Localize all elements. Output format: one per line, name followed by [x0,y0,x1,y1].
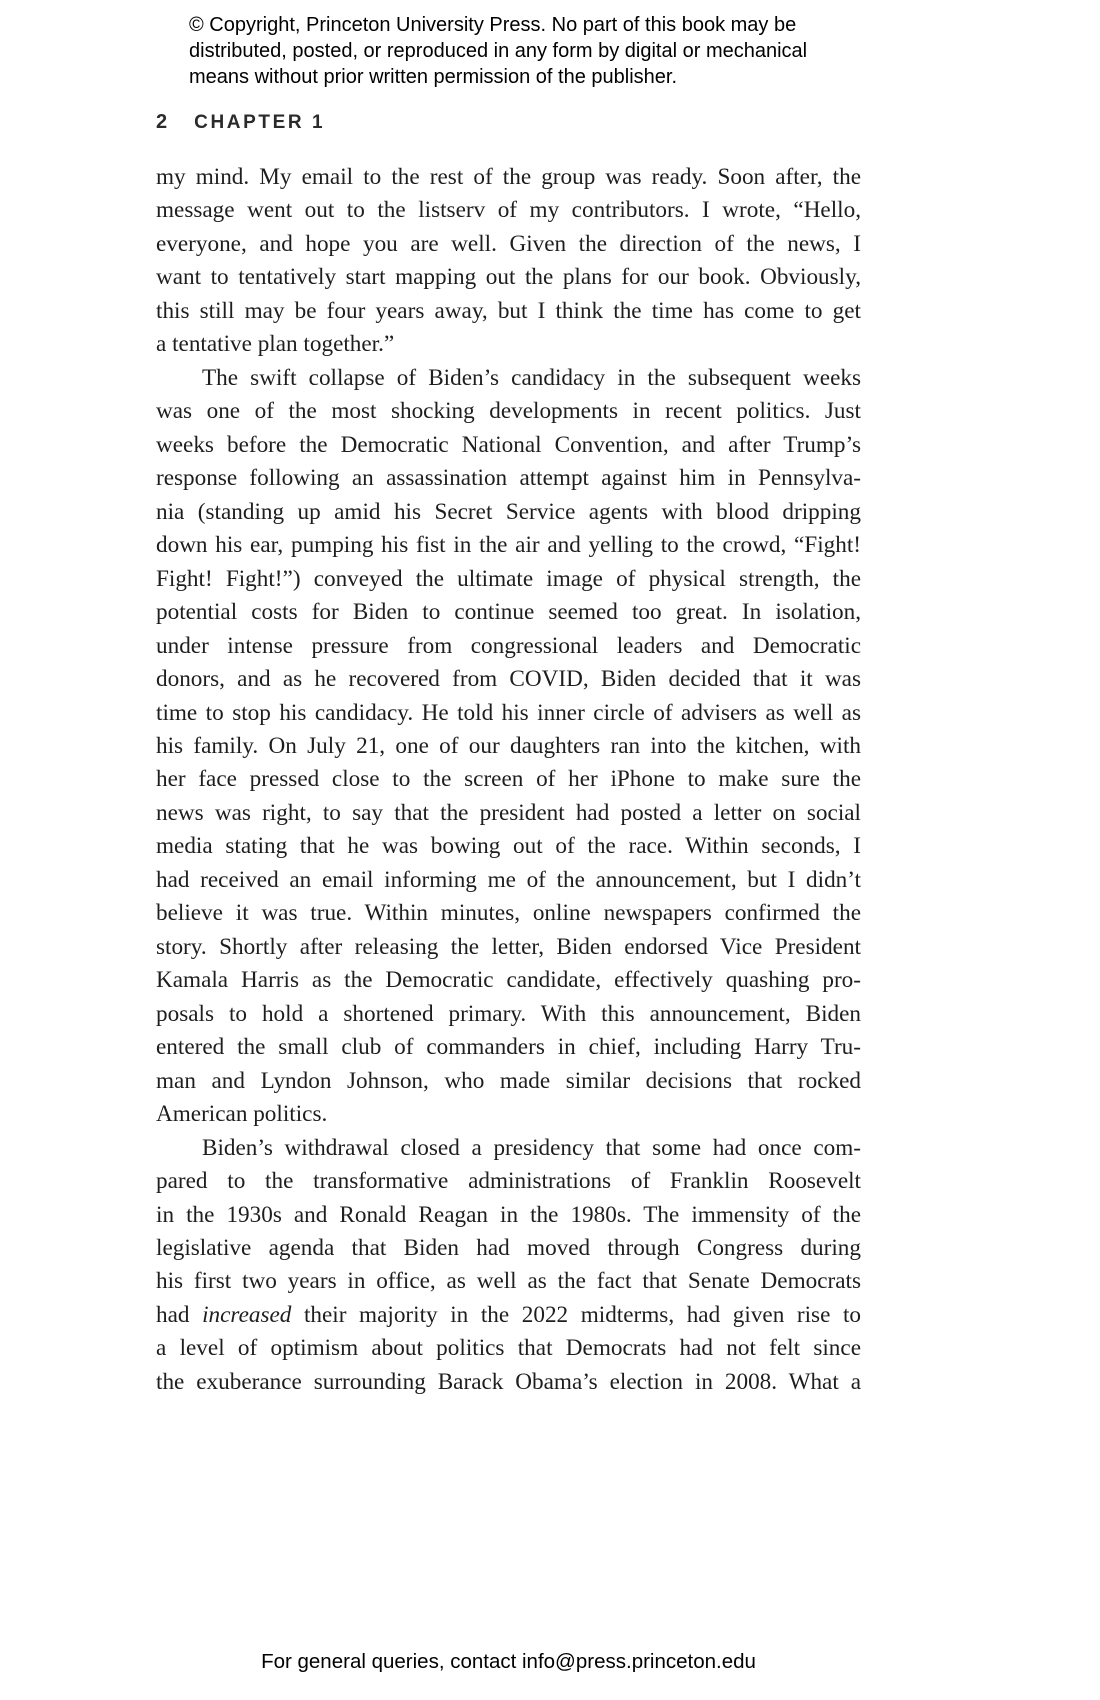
paragraph [156,362,861,1132]
text-line: response following an assassination attempt against him in Pennsylva- [156,465,861,492]
running-header [156,111,325,134]
text-line: pared to the transformative administrations of Franklin Roosevelt [156,1168,861,1195]
text-line: potential costs for Biden to continue seemed too great. In isolation, [156,599,861,626]
text-line: down his ear, pumping his fist in the air and yelling to the crowd, “Fight! [156,532,861,559]
text-line: in the 1930s and Ronald Reagan in the 1980s. The immensity of the [156,1201,861,1228]
text-line: everyone, and hope you are well. Given the direction of the news, I [156,230,861,257]
text-line: his first two years in office, as well as the fact that Senate Democrats [156,1268,861,1295]
page-number: 2 [156,111,168,133]
text-line: weeks before the Democratic National Convention, and after Trump’s [156,431,861,458]
text-line: entered the small club of commanders in chief, including Harry Tru- [156,1034,861,1061]
text-line: his family. On July 21, one of our daughters ran into the kitchen, with [156,732,861,759]
text-line: Kamala Harris as the Democratic candidate, effectively quashing pro- [156,967,861,994]
chapter-label: CHAPTER 1 [194,112,326,133]
text-line: message went out to the listserv of my contributors. I wrote, “Hello, [156,197,861,224]
text-line: had received an email informing me of the announcement, but I didn’t [156,866,861,893]
text-line: posals to hold a shortened primary. With this announcement, Biden [156,1000,861,1027]
text-line: Fight! Fight!”) conveyed the ultimate image of physical strength, the [156,565,861,592]
text-line: media stating that he was bowing out of the race. Within seconds, I [156,833,861,860]
text-line: story. Shortly after releasing the letter, Biden endorsed Vice President [156,933,861,960]
text-line: my mind. My email to the rest of the group was ready. Soon after, the [156,164,861,190]
text-line: was one of the most shocking developments in recent politics. Just [156,398,861,425]
copyright-notice [189,12,807,90]
copyright-line: distributed, posted, or reproduced in any form by digital or mechanical [189,40,808,62]
text-line: the exuberance surrounding Barack Obama’s election in 2008. What a [156,1368,861,1395]
body-text [156,161,861,1399]
text-line: The swift collapse of Biden’s candidacy in the subsequent weeks [202,364,861,391]
text-line: a tentative plan together.” [156,331,395,358]
text-line: time to stop his candidacy. He told his inner circle of advisers as well as [156,699,861,726]
paragraph [156,161,861,362]
text-line: had increased their majority in the 2022 midterms, had given rise to [156,1301,861,1328]
text-line: believe it was true. Within minutes, online newspapers confirmed the [156,900,861,927]
text-line: legislative agenda that Biden had moved through Congress during [156,1235,861,1261]
text-line: nia (standing up amid his Secret Service agents with blood dripping [156,498,861,525]
text-line: donors, and as he recovered from COVID, Biden decided that it was [156,666,861,693]
copyright-line: means without prior written permission of the publisher. [189,66,678,88]
text-line: Biden’s withdrawal closed a presidency that some had once com- [202,1134,861,1161]
text-line: news was right, to say that the president had posted a letter on social [156,799,861,826]
text-line: man and Lyndon Johnson, who made similar decisions that rocked [156,1067,861,1094]
copyright-line: © Copyright, Princeton University Press. No part of this book may be [189,14,797,36]
text-line: this still may be four years away, but I think the time has come to get [156,297,861,324]
text-line: a level of optimism about politics that Democrats had not felt since [156,1335,861,1362]
paragraph [156,1132,861,1400]
text-line: American politics. [156,1101,328,1128]
text-line: her face pressed close to the screen of her iPhone to make sure the [156,766,861,793]
page-footer: For general queries, contact info@press.princeton.edu [261,1650,756,1673]
text-line: want to tentatively start mapping out the plans for our book. Obviously, [156,264,861,291]
text-line: under intense pressure from congressional leaders and Democratic [156,632,861,659]
